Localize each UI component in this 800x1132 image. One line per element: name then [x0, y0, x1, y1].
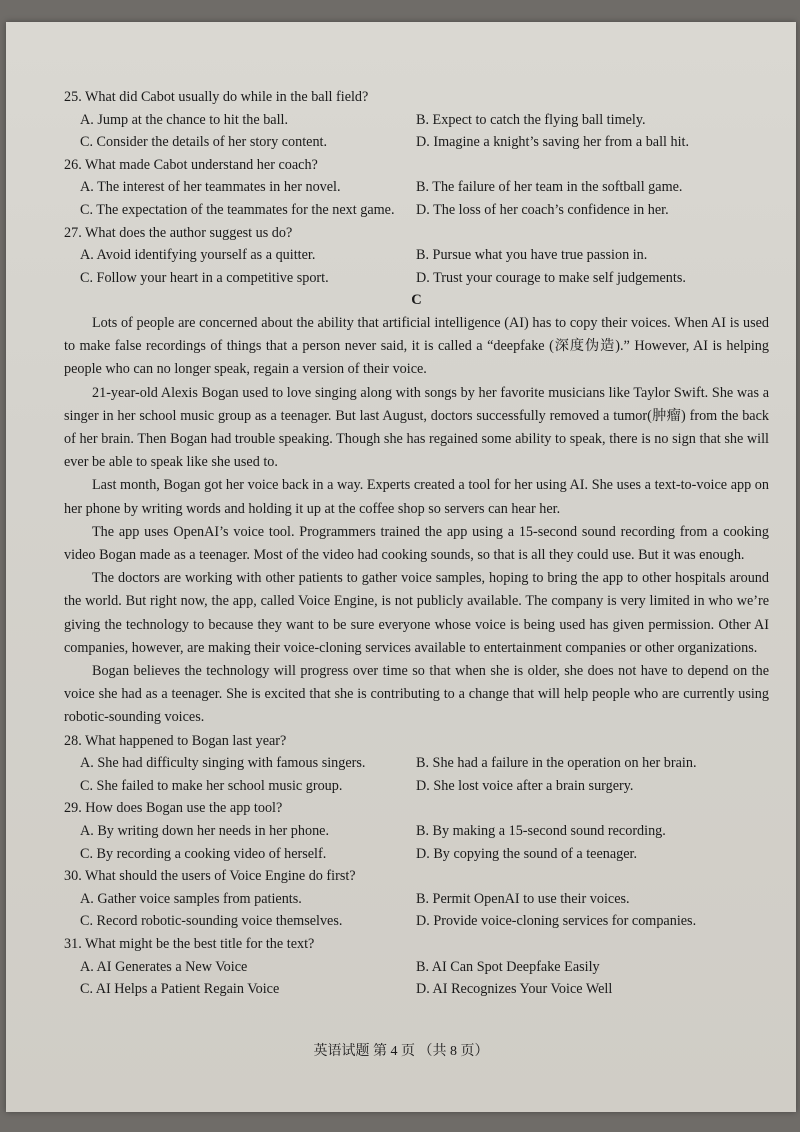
option-d: D. By copying the sound of a teenager.	[416, 845, 638, 862]
page-content	[64, 86, 769, 1001]
option-d: D. She lost voice after a brain surgery.	[416, 777, 634, 794]
question-stem: 27. What does the author suggest us do?	[64, 224, 293, 241]
option-d: D. Trust your courage to make self judgements.	[416, 269, 686, 286]
option-b: B. Pursue what you have true passion in.	[416, 247, 648, 264]
question-stem: 28. What happened to Bogan last year?	[64, 732, 287, 749]
option-a: A. By writing down her needs in her phone.	[80, 822, 330, 839]
option-b: B. AI Can Spot Deepfake Easily	[416, 958, 600, 975]
option-b: B. Permit OpenAI to use their voices.	[416, 890, 630, 907]
option-d: D. Provide voice-cloning services for companies.	[416, 913, 697, 930]
passage-paragraph: Bogan believes the technology will progress over time so that when she is older, she does not have to depend on the voice she had as a teenager. She is excited that she is contributing to a change that will help people who are currently using robotic-sounding voices.	[64, 662, 769, 726]
option-d: D. The loss of her coach’s confidence in her.	[416, 201, 669, 218]
question-stem: 25. What did Cabot usually do while in the ball field?	[64, 89, 369, 105]
question-stem: 26. What made Cabot understand her coach?	[64, 156, 318, 173]
question-group-b	[64, 86, 769, 289]
option-c: C. Record robotic-sounding voice themselves.	[80, 913, 343, 930]
page-footer: 英语试题 第 4 页 （共 8 页）	[313, 1044, 489, 1059]
passage-paragraph: 21-year-old Alexis Bogan used to love singing along with songs by her favorite musicians like Taylor Swift. She was a singer in her school music group as a teenager. But last August, doctors successfully removed a tumor(肿瘤) from the back of her brain. Then Bogan had trouble speaking. Though she has regained some ability to speak, there is no sign that she will ever be able to speak like she used to.	[64, 384, 769, 471]
question-options	[64, 956, 769, 1001]
option-a: A. Avoid identifying yourself as a quitter.	[80, 247, 316, 264]
option-a: A. Gather voice samples from patients.	[80, 890, 302, 907]
option-c: C. Follow your heart in a competitive sport.	[80, 269, 329, 286]
question-group-c	[64, 730, 769, 1001]
question-options	[64, 752, 769, 797]
option-b: B. She had a failure in the operation on her brain.	[416, 755, 697, 772]
question-stem: 30. What should the users of Voice Engine do first?	[64, 868, 356, 885]
option-b: B. By making a 15-second sound recording.	[416, 822, 666, 839]
option-a: A. She had difficulty singing with famous singers.	[80, 755, 366, 772]
question-options	[64, 176, 769, 221]
option-c: C. By recording a cooking video of herself.	[80, 845, 327, 862]
option-a: A. The interest of her teammates in her novel.	[80, 179, 341, 196]
question-options	[64, 109, 769, 154]
option-a: A. AI Generates a New Voice	[80, 958, 248, 975]
section-label: C	[411, 292, 422, 309]
passage-paragraph: Last month, Bogan got her voice back in a way. Experts created a tool for her using AI. She uses a text-to-voice app on her phone by writing words and holding it up at the coffee shop so servers can hear her.	[64, 477, 769, 517]
option-a: A. Jump at the chance to hit the ball.	[80, 111, 289, 128]
passage-paragraph: The doctors are working with other patients to gather voice samples, hoping to bring the app to other hospitals around the world. But right now, the app, called Voice Engine, is not publicly available. The company is very limited in who we’re giving the technology to because they want to be sure everyone whose voice is being used has given permission. Other AI companies, however, are making their voice-cloning services available to entertainment companies or other organizations.	[64, 570, 769, 656]
passage-paragraph: The app uses OpenAI’s voice tool. Programmers trained the app using a 15-second sound recording from a cooking video Bogan made as a teenager. Most of the video had cooking sounds, so that is all they could use. But it was enough.	[64, 523, 769, 563]
option-b: B. Expect to catch the flying ball timely.	[416, 111, 646, 128]
passage-paragraph: Lots of people are concerned about the ability that artificial intelligence (AI) has to copy their voices. When AI is used to make false recordings of things that a person never said, it is called a “deepfake (深度伪造).” However, AI is helping people who can no longer speak, regain a version of their voice.	[64, 314, 769, 378]
passage-c	[64, 312, 769, 730]
question-options	[64, 820, 769, 865]
option-c: C. AI Helps a Patient Regain Voice	[80, 981, 280, 998]
question-options	[64, 888, 769, 933]
exam-page	[6, 22, 796, 1112]
question-stem: 31. What might be the best title for the text?	[64, 935, 315, 952]
option-b: B. The failure of her team in the softball game.	[416, 179, 683, 196]
option-d: D. Imagine a knight’s saving her from a ball hit.	[416, 134, 690, 151]
option-c: C. Consider the details of her story content.	[80, 134, 328, 151]
option-c: C. The expectation of the teammates for the next game.	[80, 201, 395, 218]
question-options	[64, 244, 769, 289]
question-stem: 29. How does Bogan use the app tool?	[64, 800, 283, 817]
option-d: D. AI Recognizes Your Voice Well	[416, 981, 613, 998]
option-c: C. She failed to make her school music group.	[80, 777, 343, 794]
